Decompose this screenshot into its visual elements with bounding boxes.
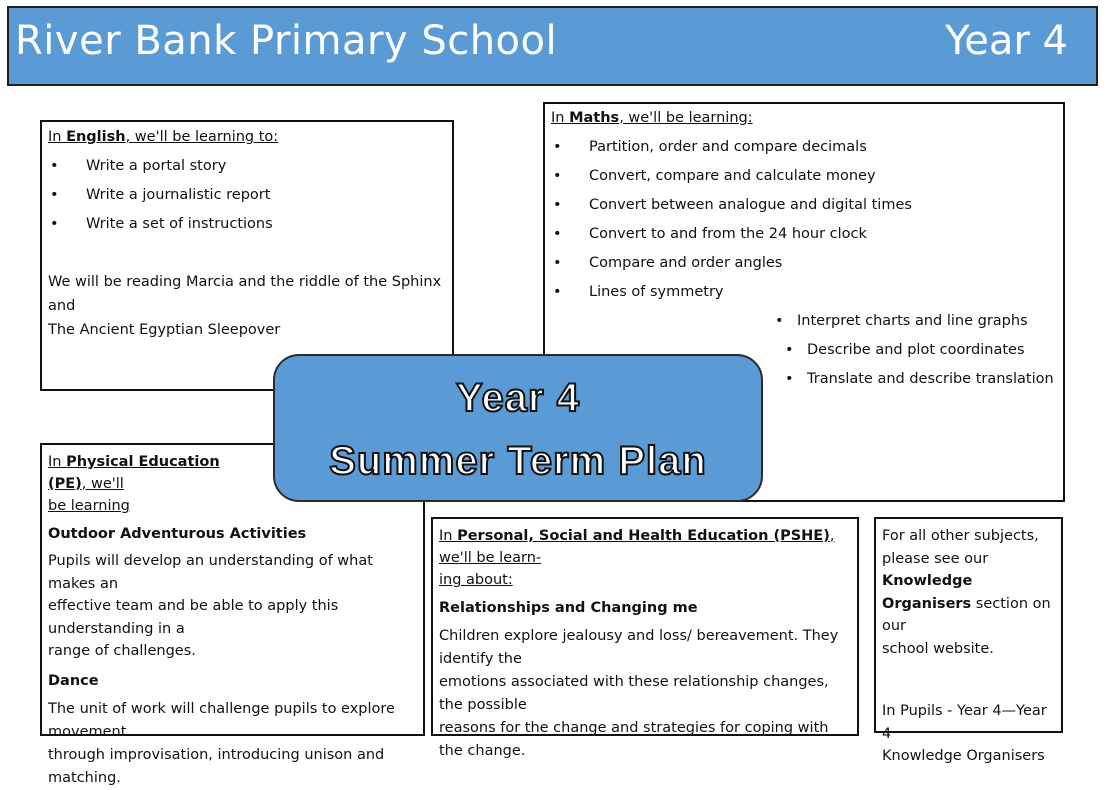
pshe-unit-title: Relationships and Changing me [439, 600, 698, 616]
other-text: For all other subjects, please see our Knowledge Organisers section on our school website. [882, 528, 1051, 657]
other-subjects-panel [874, 517, 1063, 764]
pshe-heading: In Personal, Social and Health Education (PSHE), we'll be learn- ing about: [439, 528, 835, 588]
header-banner [7, 6, 1098, 86]
school-name: River Bank Primary School [15, 18, 558, 64]
title-line-2: Summer Term Plan [329, 439, 707, 483]
english-subject: English [66, 129, 126, 145]
list-item: • Compare and order angles [551, 255, 1057, 271]
pshe-text: Children explore jealousy and loss/ bereavement. They identify the emotions associated with these relationship changes, the possible reasons for the change and strategies for coping with the change. [439, 628, 839, 759]
pshe-subject: Personal, Social and Health Education (PSHE) [457, 528, 830, 544]
list-item: • Describe and plot coordinates [807, 342, 1057, 358]
list-item: • Interpret charts and line graphs [797, 313, 1057, 329]
maths-subject: Maths [569, 110, 620, 126]
pe-unit1-title: Outdoor Adventurous Activities [48, 526, 307, 542]
list-item: • Convert between analogue and digital times [551, 197, 1057, 213]
list-item: • Translate and describe translation [807, 371, 1057, 387]
list-item: • Partition, order and compare decimals [551, 139, 1057, 155]
pe-unit2-title: Dance [48, 672, 99, 689]
maths-heading: In Maths, we'll be learning: [551, 110, 753, 126]
title-line-1: Year 4 [456, 376, 580, 420]
pshe-panel [431, 517, 859, 759]
list-item: • Write a portal story [48, 158, 446, 174]
pe-unit1-text: Pupils will develop an understanding of what makes an effective team and be able to apply this understanding in a range of challenges. [48, 553, 373, 659]
english-reading: We will be reading Marcia and the riddle of the Sphinx and The Ancient Egyptian Sleepover [48, 274, 442, 338]
maths-list [551, 139, 1057, 300]
list-item: • Convert to and from the 24 hour clock [551, 226, 1057, 242]
list-item: • Lines of symmetry [551, 284, 1057, 300]
title-overlay [273, 354, 763, 502]
year-label: Year 4 [945, 18, 1068, 64]
english-heading: In English, we'll be learning to: [48, 129, 279, 145]
list-item: • Write a journalistic report [48, 187, 446, 203]
list-item: • Convert, compare and calculate money [551, 168, 1057, 184]
english-panel [40, 120, 454, 391]
other-path: In Pupils - Year 4—Year 4 Knowledge Organisers [882, 703, 1047, 764]
pe-subject: Physical Education (PE) [48, 454, 220, 492]
maths-list-more [797, 313, 1057, 387]
english-list [48, 158, 446, 232]
pe-unit2-text: The unit of work will challenge pupils to explore movement through improvisation, introducing unison and matching. [48, 700, 395, 786]
pe-heading: In Physical Education (PE), we'll be learning [48, 454, 220, 514]
list-item: • Write a set of instructions [48, 216, 446, 232]
